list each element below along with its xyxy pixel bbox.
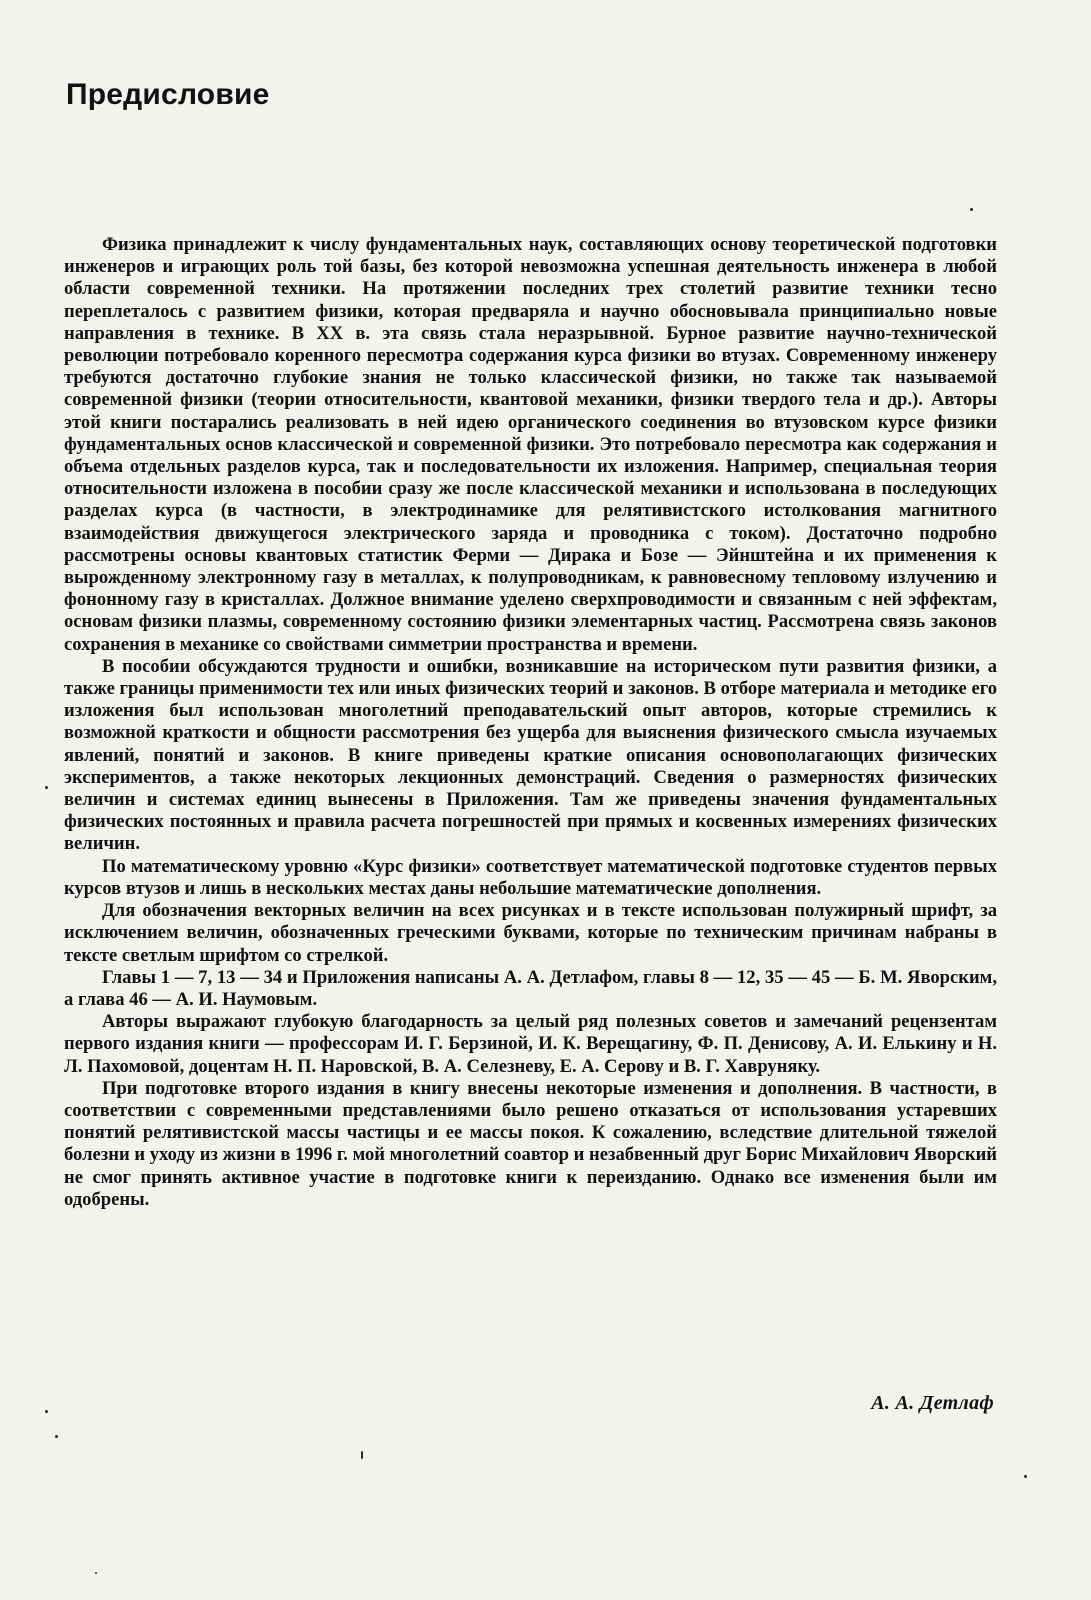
paragraph: Главы 1 — 7, 13 — 34 и Приложения написаны А. А. Детлафом, главы 8 — 12, 35 — 45 — Б. М. Яворским, а глава 46 — А. И. Наумовым. [64,966,997,1010]
scan-speck [361,1451,363,1459]
scan-speck [45,1410,48,1413]
paragraph: Авторы выражают глубокую благодарность за целый ряд полезных советов и замечаний рецензентам первого издания книги — профессорам И. Г. Берзиной, И. К. Верещагину, Ф. П. Денисову, А. И. Елькину и Н. Л. Пахомовой, доцентам Н. П. Наровской, В. А. Селезневу, Е. А. Серову и В. Г. Хавруняку. [64,1011,997,1077]
paragraph: При подготовке второго издания в книгу внесены некоторые изменения и дополнения. В частности, в соответствии с современными представлениями было решено отказаться от использования устаревших понятий релятивистской массы частицы и ее массы покоя. К сожалению, вследствие длительной тяжелой болезни и уходу из жизни в 1996 г. мой многолетний соавтор и незабвенный друг Борис Михайлович Яворский не смог принять активное участие в подготовке книги к переизданию. Однако все изменения были им одобрены. [64,1077,997,1210]
scan-speck [95,1572,97,1574]
scan-speck [45,786,48,789]
author-signature: А. А. Детлаф [871,1392,994,1414]
paragraph: По математическому уровню «Курс физики» соответствует математической подготовке студентов первых курсов втузов и лишь в нескольких местах даны небольшие математические дополнения. [64,855,997,899]
preface-text [64,234,997,1211]
scan-speck [970,208,973,211]
paragraph: В пособии обсуждаются трудности и ошибки, возникавшие на историческом пути развития физики, а также границы применимости тех или иных физических теорий и законов. В отборе материала и методике его изложения был использован многолетний преподавательский опыт авторов, которые стремились к возможной краткости и общности рассмотрения без ущерба для выяснения физического смысла изучаемых явлений, понятий и законов. В книге приведены краткие описания основополагающих физических экспериментов, а также некоторых лекционных демонстраций. Сведения о размерностях физических величин и системах единиц вынесены в Приложения. Там же приведены значения фундаментальных физических постоянных и правила расчета погрешностей при прямых и косвенных измерениях физических величин. [64,655,997,855]
scan-speck [55,1435,58,1438]
page-title: Предисловие [66,78,270,111]
scan-speck [1024,1475,1027,1478]
paragraph: Для обозначения векторных величин на всех рисунках и в тексте использован полужирный шрифт, за исключением величин, обозначенных греческими буквами, которые по техническим причинам набраны в тексте светлым шрифтом со стрелкой. [64,900,997,966]
paragraph: Физика принадлежит к числу фундаментальных наук, составляющих основу теоретической подготовки инженеров и играющих роль той базы, без которой невозможна успешная деятельность инженера в любой области современной техники. На протяжении последних трех столетий развитие техники тесно переплеталось с развитием физики, которая предваряла и научно обосновывала принципиально новые направления в технике. В XX в. эта связь стала неразрывной. Бурное развитие научно-технической революции потребовало коренного пересмотра содержания курса физики во втузах. Современному инженеру требуются достаточно глубокие знания не только классической физики, но также так называемой современной физики (теории относительности, квантовой механики, физики твердого тела и др.). Авторы этой книги постарались реализовать в ней идею органического соединения во втузовском курсе физики фундаментальных основ классической и современной физики. Это потребовало пересмотра как содержания и объема отдельных разделов курса, так и последовательности их изложения. Например, специальная теория относительности изложена в пособии сразу же после классической механики и использована в последующих разделах курса (в частности, в электродинамике для релятивистского истолкования магнитного взаимодействия движущегося электрического заряда и проводника с током). Достаточно подробно рассмотрены основы квантовых статистик Ферми — Дирака и Бозе — Эйнштейна и их применения к вырожденному электронному газу в металлах, к полупроводникам, к равновесному тепловому излучению и фононному газу в кристаллах. Должное внимание уделено сверхпроводимости и связанным с ней эффектам, основам физики плазмы, современному состоянию физики элементарных частиц. Рассмотрена связь законов сохранения в механике со свойствами симметрии пространства и времени. [64,234,997,655]
